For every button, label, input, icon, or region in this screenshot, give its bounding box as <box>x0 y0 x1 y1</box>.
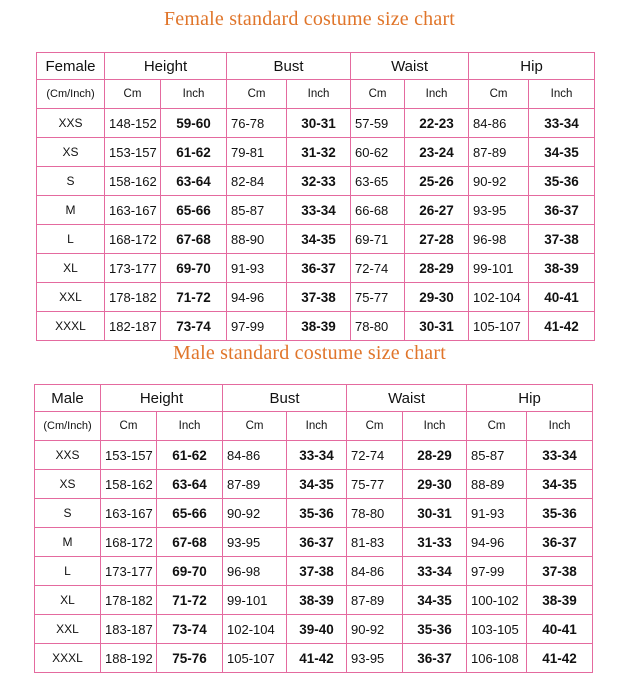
hip-cm-cell: 100-102 <box>467 586 527 615</box>
hip-header: Hip <box>469 53 595 80</box>
hip-inch-cell: 41-42 <box>529 312 595 341</box>
size-cell: XXXL <box>35 644 101 673</box>
waist-inch-cell: 31-33 <box>403 528 467 557</box>
waist-inch-cell: 33-34 <box>403 557 467 586</box>
bust-inch-cell: 38-39 <box>287 312 351 341</box>
table-row <box>37 196 595 225</box>
bust-cm-cell: 76-78 <box>227 109 287 138</box>
waist-cm-cell: 72-74 <box>347 441 403 470</box>
table-row <box>35 586 593 615</box>
bust-inch-cell: 33-34 <box>287 441 347 470</box>
size-cell: M <box>35 528 101 557</box>
size-cell: XXS <box>37 109 105 138</box>
height-inch-cell: 61-62 <box>157 441 223 470</box>
size-cell: XS <box>35 470 101 499</box>
waist-inch-cell: 22-23 <box>405 109 469 138</box>
size-cell: S <box>37 167 105 196</box>
hip-cm-cell: 99-101 <box>469 254 529 283</box>
bust-cm-cell: 93-95 <box>223 528 287 557</box>
height-inch-cell: 65-66 <box>157 499 223 528</box>
waist-inch-cell: 35-36 <box>403 615 467 644</box>
bust-inch-cell: 35-36 <box>287 499 347 528</box>
height-header: Height <box>101 385 223 412</box>
bust-cm-cell: 79-81 <box>227 138 287 167</box>
waist-cm-cell: 75-77 <box>347 470 403 499</box>
hip-cm-cell: 88-89 <box>467 470 527 499</box>
table-row <box>35 441 593 470</box>
table-row <box>35 644 593 673</box>
hip-cm-cell: 93-95 <box>469 196 529 225</box>
hip-inch-cell: 41-42 <box>527 644 593 673</box>
height-inch-cell: 61-62 <box>161 138 227 167</box>
hip-cm-cell: 97-99 <box>467 557 527 586</box>
bust-inch-cell: 33-34 <box>287 196 351 225</box>
waist-header: Waist <box>347 385 467 412</box>
hip-inch-cell: 35-36 <box>527 499 593 528</box>
height-cm-cell: 153-157 <box>101 441 157 470</box>
table-row <box>37 225 595 254</box>
waist-inch-cell: 34-35 <box>403 586 467 615</box>
height-inch-header: Inch <box>157 412 223 441</box>
waist-cm-cell: 90-92 <box>347 615 403 644</box>
waist-inch-cell: 28-29 <box>403 441 467 470</box>
height-cm-cell: 183-187 <box>101 615 157 644</box>
height-cm-cell: 168-172 <box>101 528 157 557</box>
male-size-table <box>34 384 593 673</box>
bust-cm-cell: 99-101 <box>223 586 287 615</box>
waist-cm-cell: 78-80 <box>351 312 405 341</box>
bust-cm-cell: 94-96 <box>227 283 287 312</box>
hip-inch-header: Inch <box>527 412 593 441</box>
size-cell: XXL <box>35 615 101 644</box>
hip-cm-header: Cm <box>467 412 527 441</box>
bust-cm-cell: 90-92 <box>223 499 287 528</box>
height-inch-header: Inch <box>161 80 227 109</box>
bust-header: Bust <box>223 385 347 412</box>
bust-inch-cell: 32-33 <box>287 167 351 196</box>
hip-cm-cell: 87-89 <box>469 138 529 167</box>
bust-inch-cell: 34-35 <box>287 225 351 254</box>
height-cm-cell: 158-162 <box>105 167 161 196</box>
height-inch-cell: 65-66 <box>161 196 227 225</box>
height-inch-cell: 73-74 <box>157 615 223 644</box>
height-inch-cell: 71-72 <box>161 283 227 312</box>
waist-cm-header: Cm <box>351 80 405 109</box>
height-inch-cell: 67-68 <box>161 225 227 254</box>
bust-inch-cell: 37-38 <box>287 283 351 312</box>
hip-inch-cell: 33-34 <box>529 109 595 138</box>
hip-cm-cell: 91-93 <box>467 499 527 528</box>
waist-cm-cell: 81-83 <box>347 528 403 557</box>
height-inch-cell: 59-60 <box>161 109 227 138</box>
waist-inch-cell: 23-24 <box>405 138 469 167</box>
hip-inch-cell: 36-37 <box>527 528 593 557</box>
hip-cm-cell: 105-107 <box>469 312 529 341</box>
table-row <box>35 528 593 557</box>
hip-cm-header: Cm <box>469 80 529 109</box>
hip-inch-cell: 37-38 <box>529 225 595 254</box>
size-cell: S <box>35 499 101 528</box>
height-inch-cell: 67-68 <box>157 528 223 557</box>
bust-inch-cell: 31-32 <box>287 138 351 167</box>
bust-inch-cell: 34-35 <box>287 470 347 499</box>
table-row <box>37 138 595 167</box>
bust-inch-cell: 41-42 <box>287 644 347 673</box>
waist-inch-cell: 36-37 <box>403 644 467 673</box>
height-cm-cell: 158-162 <box>101 470 157 499</box>
unit-label: (Cm/Inch) <box>37 80 105 109</box>
height-cm-cell: 168-172 <box>105 225 161 254</box>
waist-inch-cell: 30-31 <box>403 499 467 528</box>
height-cm-cell: 173-177 <box>105 254 161 283</box>
waist-inch-cell: 25-26 <box>405 167 469 196</box>
height-inch-cell: 63-64 <box>161 167 227 196</box>
height-cm-cell: 148-152 <box>105 109 161 138</box>
bust-cm-header: Cm <box>227 80 287 109</box>
bust-inch-cell: 38-39 <box>287 586 347 615</box>
male-chart-title: Male standard costume size chart <box>173 342 446 364</box>
waist-inch-cell: 27-28 <box>405 225 469 254</box>
height-inch-cell: 73-74 <box>161 312 227 341</box>
waist-inch-cell: 29-30 <box>405 283 469 312</box>
hip-inch-cell: 40-41 <box>527 615 593 644</box>
hip-inch-cell: 35-36 <box>529 167 595 196</box>
bust-inch-cell: 37-38 <box>287 557 347 586</box>
size-cell: XL <box>35 586 101 615</box>
unit-label: (Cm/Inch) <box>35 412 101 441</box>
hip-inch-cell: 38-39 <box>527 586 593 615</box>
bust-cm-header: Cm <box>223 412 287 441</box>
size-cell: XS <box>37 138 105 167</box>
hip-inch-cell: 34-35 <box>529 138 595 167</box>
hip-inch-cell: 40-41 <box>529 283 595 312</box>
bust-inch-cell: 36-37 <box>287 254 351 283</box>
bust-cm-cell: 105-107 <box>223 644 287 673</box>
height-cm-cell: 173-177 <box>101 557 157 586</box>
bust-cm-cell: 102-104 <box>223 615 287 644</box>
hip-inch-cell: 34-35 <box>527 470 593 499</box>
hip-inch-cell: 37-38 <box>527 557 593 586</box>
waist-cm-cell: 72-74 <box>351 254 405 283</box>
bust-cm-cell: 96-98 <box>223 557 287 586</box>
hip-cm-cell: 102-104 <box>469 283 529 312</box>
size-cell: M <box>37 196 105 225</box>
waist-inch-cell: 26-27 <box>405 196 469 225</box>
table-row <box>37 254 595 283</box>
height-cm-cell: 178-182 <box>101 586 157 615</box>
size-cell: L <box>37 225 105 254</box>
table-row <box>35 470 593 499</box>
female-header-row <box>37 53 595 80</box>
hip-header: Hip <box>467 385 593 412</box>
male-table-body <box>35 441 593 673</box>
bust-cm-cell: 91-93 <box>227 254 287 283</box>
hip-inch-cell: 36-37 <box>529 196 595 225</box>
bust-cm-cell: 87-89 <box>223 470 287 499</box>
waist-header: Waist <box>351 53 469 80</box>
height-cm-cell: 182-187 <box>105 312 161 341</box>
size-cell: L <box>35 557 101 586</box>
waist-cm-cell: 78-80 <box>347 499 403 528</box>
size-cell: XXXL <box>37 312 105 341</box>
bust-cm-cell: 85-87 <box>227 196 287 225</box>
hip-cm-cell: 103-105 <box>467 615 527 644</box>
bust-inch-cell: 39-40 <box>287 615 347 644</box>
waist-cm-cell: 66-68 <box>351 196 405 225</box>
hip-cm-cell: 96-98 <box>469 225 529 254</box>
bust-inch-cell: 36-37 <box>287 528 347 557</box>
height-cm-cell: 153-157 <box>105 138 161 167</box>
bust-cm-cell: 88-90 <box>227 225 287 254</box>
hip-inch-header: Inch <box>529 80 595 109</box>
bust-cm-cell: 97-99 <box>227 312 287 341</box>
bust-cm-cell: 84-86 <box>223 441 287 470</box>
hip-cm-cell: 90-92 <box>469 167 529 196</box>
height-inch-cell: 69-70 <box>157 557 223 586</box>
female-unit-row <box>37 80 595 109</box>
female-table-body <box>37 109 595 341</box>
hip-cm-cell: 94-96 <box>467 528 527 557</box>
height-inch-cell: 63-64 <box>157 470 223 499</box>
waist-cm-cell: 84-86 <box>347 557 403 586</box>
height-cm-cell: 163-167 <box>101 499 157 528</box>
height-cm-cell: 188-192 <box>101 644 157 673</box>
table-row <box>37 312 595 341</box>
height-header: Height <box>105 53 227 80</box>
height-cm-cell: 163-167 <box>105 196 161 225</box>
bust-header: Bust <box>227 53 351 80</box>
height-inch-cell: 71-72 <box>157 586 223 615</box>
waist-inch-cell: 29-30 <box>403 470 467 499</box>
height-cm-cell: 178-182 <box>105 283 161 312</box>
table-row <box>35 615 593 644</box>
waist-cm-cell: 93-95 <box>347 644 403 673</box>
waist-cm-cell: 60-62 <box>351 138 405 167</box>
male-header-row <box>35 385 593 412</box>
table-row <box>37 109 595 138</box>
female-chart-title: Female standard costume size chart <box>163 8 456 30</box>
table-row <box>37 167 595 196</box>
waist-cm-cell: 63-65 <box>351 167 405 196</box>
height-inch-cell: 69-70 <box>161 254 227 283</box>
height-cm-header: Cm <box>101 412 157 441</box>
table-row <box>35 499 593 528</box>
waist-inch-cell: 30-31 <box>405 312 469 341</box>
hip-inch-cell: 38-39 <box>529 254 595 283</box>
gender-label: Male <box>35 385 101 412</box>
hip-cm-cell: 85-87 <box>467 441 527 470</box>
hip-inch-cell: 33-34 <box>527 441 593 470</box>
size-cell: XL <box>37 254 105 283</box>
table-row <box>35 557 593 586</box>
waist-cm-cell: 87-89 <box>347 586 403 615</box>
bust-inch-cell: 30-31 <box>287 109 351 138</box>
bust-cm-cell: 82-84 <box>227 167 287 196</box>
waist-cm-cell: 57-59 <box>351 109 405 138</box>
gender-label: Female <box>37 53 105 80</box>
size-cell: XXL <box>37 283 105 312</box>
height-cm-header: Cm <box>105 80 161 109</box>
waist-cm-cell: 75-77 <box>351 283 405 312</box>
table-row <box>37 283 595 312</box>
waist-inch-header: Inch <box>405 80 469 109</box>
female-size-table <box>36 52 595 341</box>
height-inch-cell: 75-76 <box>157 644 223 673</box>
bust-inch-header: Inch <box>287 80 351 109</box>
waist-inch-header: Inch <box>403 412 467 441</box>
male-unit-row <box>35 412 593 441</box>
waist-cm-header: Cm <box>347 412 403 441</box>
bust-inch-header: Inch <box>287 412 347 441</box>
hip-cm-cell: 84-86 <box>469 109 529 138</box>
hip-cm-cell: 106-108 <box>467 644 527 673</box>
waist-cm-cell: 69-71 <box>351 225 405 254</box>
waist-inch-cell: 28-29 <box>405 254 469 283</box>
size-cell: XXS <box>35 441 101 470</box>
